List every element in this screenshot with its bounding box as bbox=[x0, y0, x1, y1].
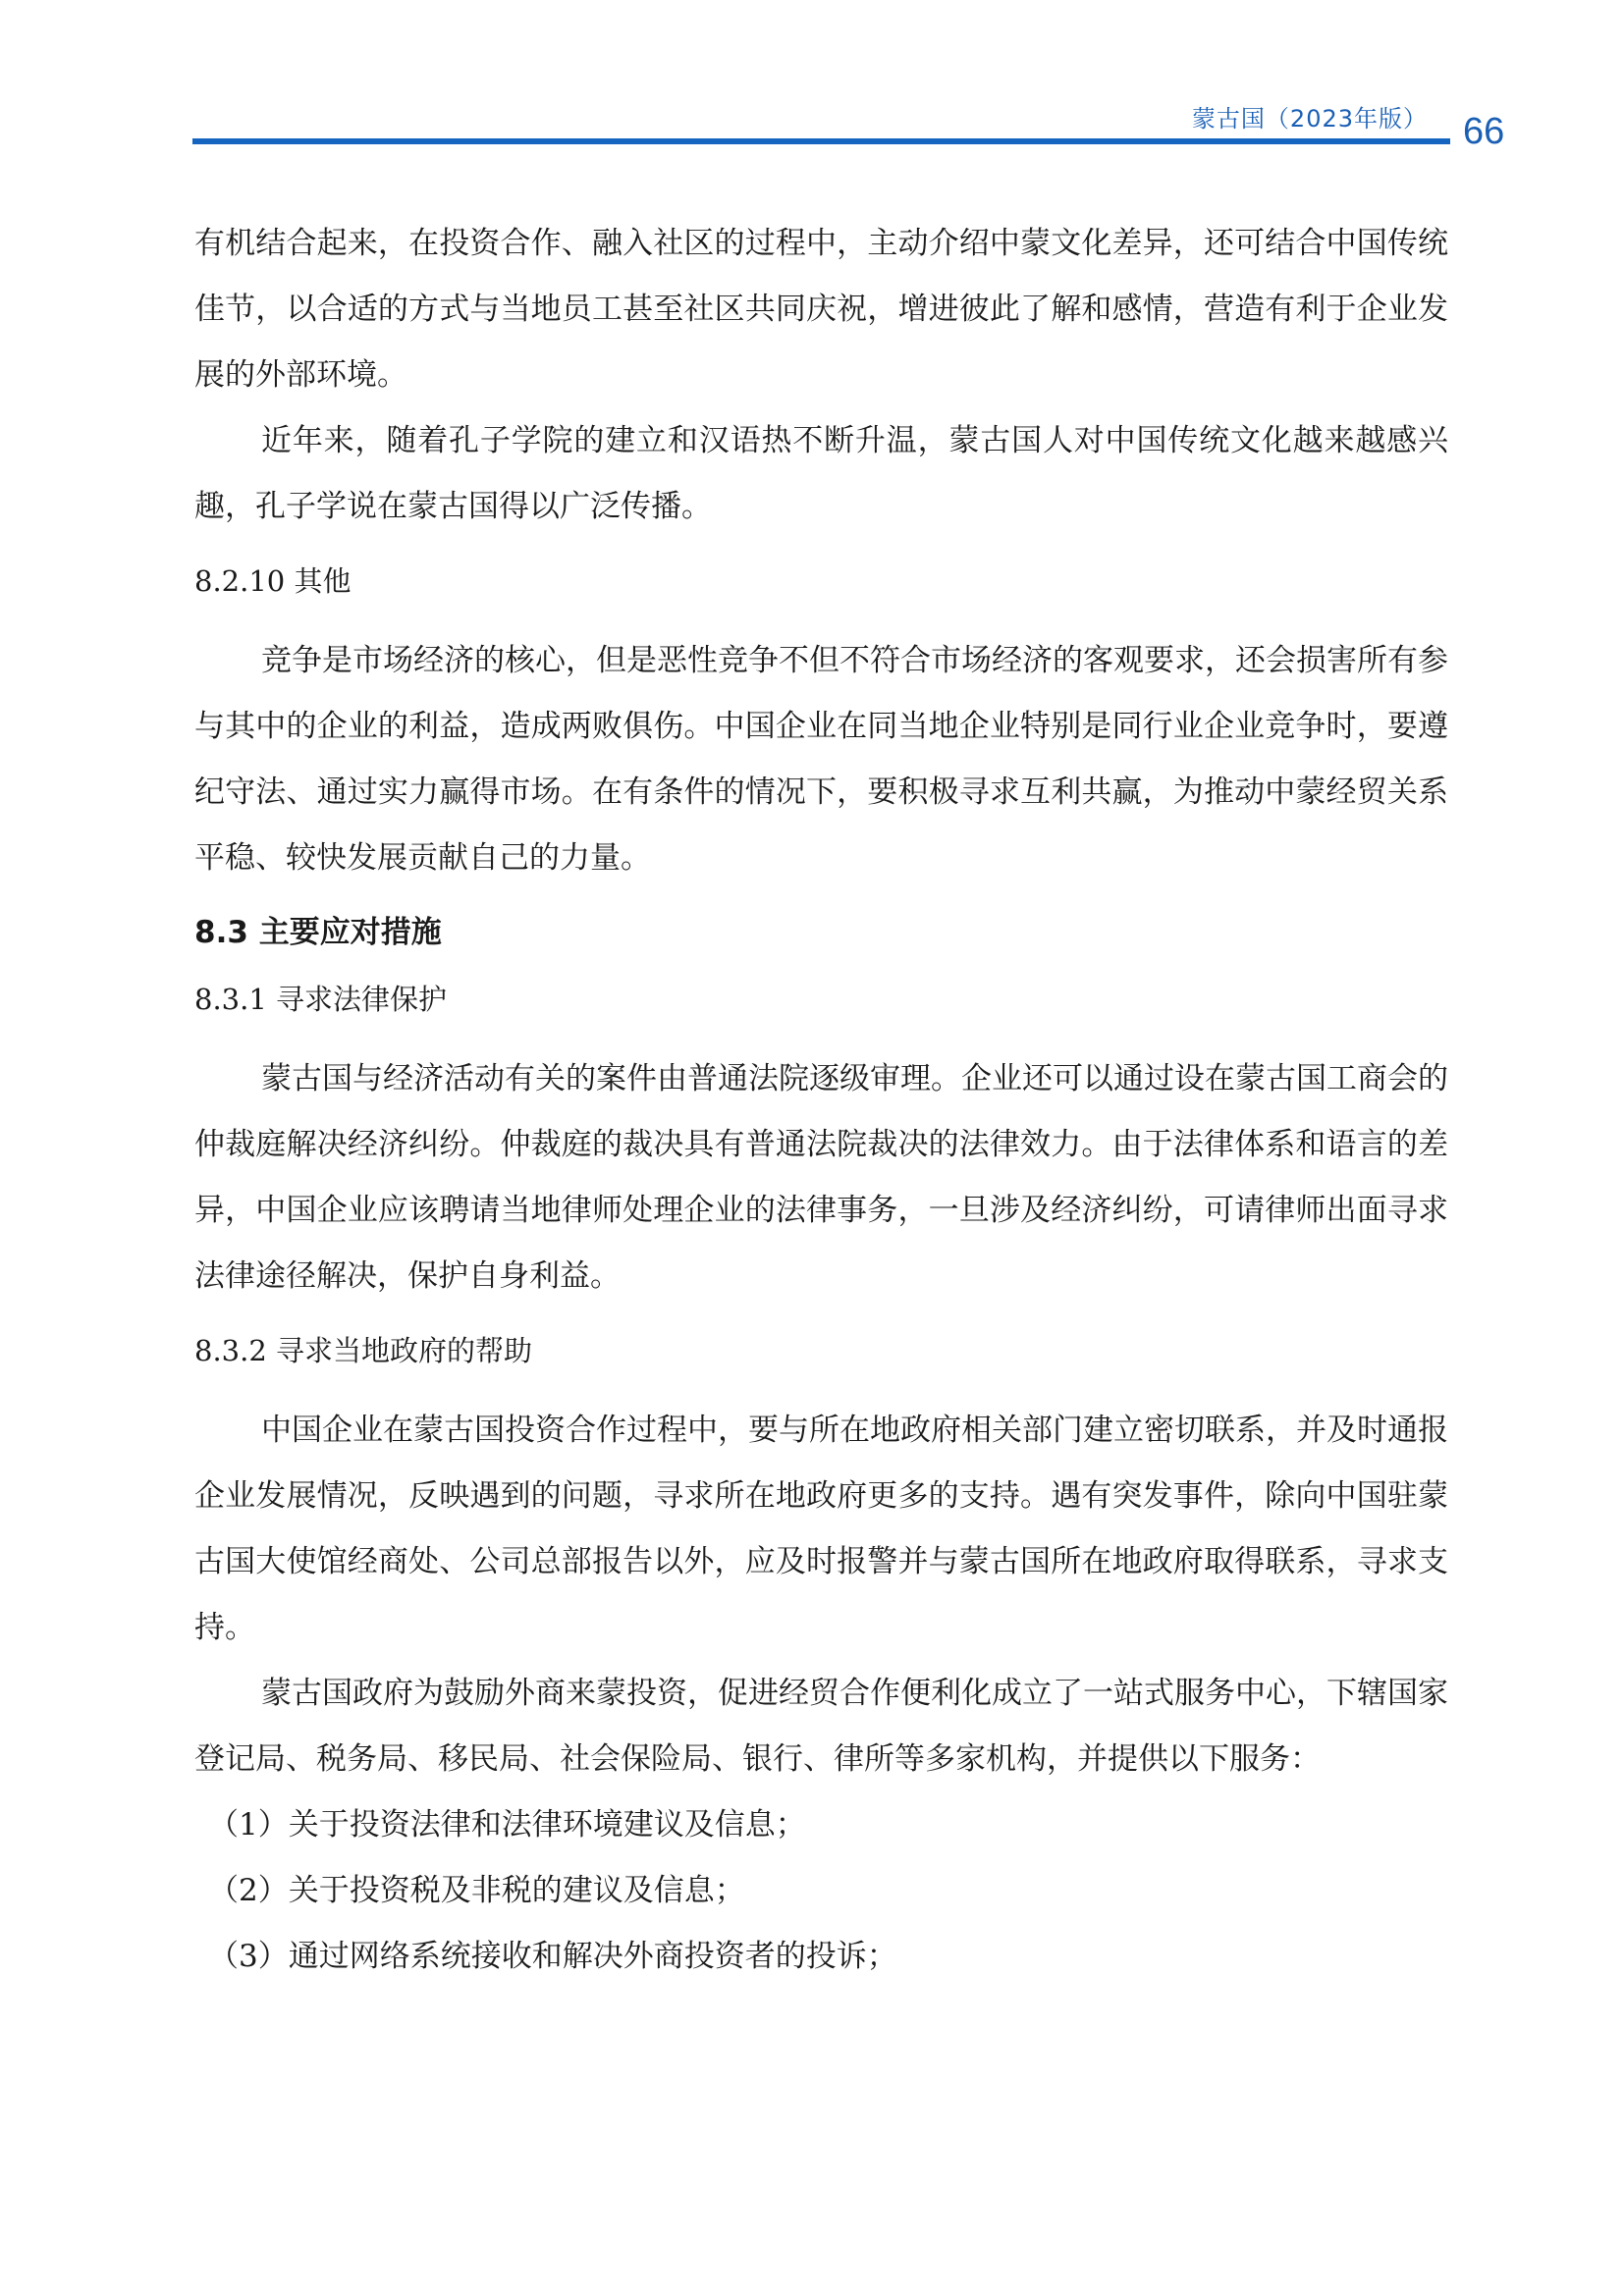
paragraph: 近年来，随着孔子学院的建立和汉语热不断升温，蒙古国人对中国传统文化越来越感兴趣，孔子学说在蒙古国得以广泛传播。 bbox=[194, 423, 1448, 524]
page-body bbox=[194, 211, 1448, 1990]
paragraph: 有机结合起来，在投资合作、融入社区的过程中，主动介绍中蒙文化差异，还可结合中国传统佳节，以合适的方式与当地员工甚至社区共同庆祝，增进彼此了解和感情，营造有利于企业发展的外部环境。 bbox=[194, 226, 1448, 393]
list-item: （1）关于投资法律和法律环境建议及信息； bbox=[208, 1807, 806, 1842]
section-heading-8-2-10: 8.2.10 其他 bbox=[194, 564, 352, 598]
paragraph: 竞争是市场经济的核心，但是恶性竞争不但不符合市场经济的客观要求，还会损害所有参与其中的企业的利益，造成两败俱伤。中国企业在同当地企业特别是同行业企业竞争时，要遵纪守法、通过实力赢得市场。在有条件的情况下，要积极寻求互利共赢，为推动中蒙经贸关系平稳、较快发展贡献自己的力量。 bbox=[194, 643, 1448, 876]
header-rule bbox=[192, 138, 1450, 144]
paragraph: 蒙古国政府为鼓励外商来蒙投资，促进经贸合作便利化成立了一站式服务中心，下辖国家登记局、税务局、移民局、社会保险局、银行、律所等多家机构，并提供以下服务： bbox=[194, 1676, 1448, 1777]
page-number: 66 bbox=[1463, 111, 1505, 152]
section-heading-8-3-1: 8.3.1 寻求法律保护 bbox=[194, 983, 448, 1016]
paragraph: 蒙古国与经济活动有关的案件由普通法院逐级审理。企业还可以通过设在蒙古国工商会的仲裁庭解决经济纠纷。仲裁庭的裁决具有普通法院裁决的法律效力。由于法律体系和语言的差异，中国企业应该聘请当地律师处理企业的法律事务，一旦涉及经济纠纷，可请律师出面寻求法律途径解决，保护自身利益。 bbox=[194, 1061, 1448, 1294]
paragraph: 中国企业在蒙古国投资合作过程中，要与所在地政府相关部门建立密切联系，并及时通报企业发展情况，反映遇到的问题，寻求所在地政府更多的支持。遇有突发事件，除向中国驻蒙古国大使馆经商处、公司总部报告以外，应及时报警并与蒙古国所在地政府取得联系，寻求支持。 bbox=[194, 1413, 1448, 1645]
list-item: （3）通过网络系统接收和解决外商投资者的投诉； bbox=[208, 1939, 897, 1974]
section-heading-8-3: 8.3 主要应对措施 bbox=[194, 915, 442, 950]
list-item: （2）关于投资税及非税的建议及信息； bbox=[208, 1873, 745, 1908]
running-header-title: 蒙古国（2023年版） bbox=[1191, 105, 1428, 133]
section-heading-8-3-2: 8.3.2 寻求当地政府的帮助 bbox=[194, 1334, 533, 1367]
